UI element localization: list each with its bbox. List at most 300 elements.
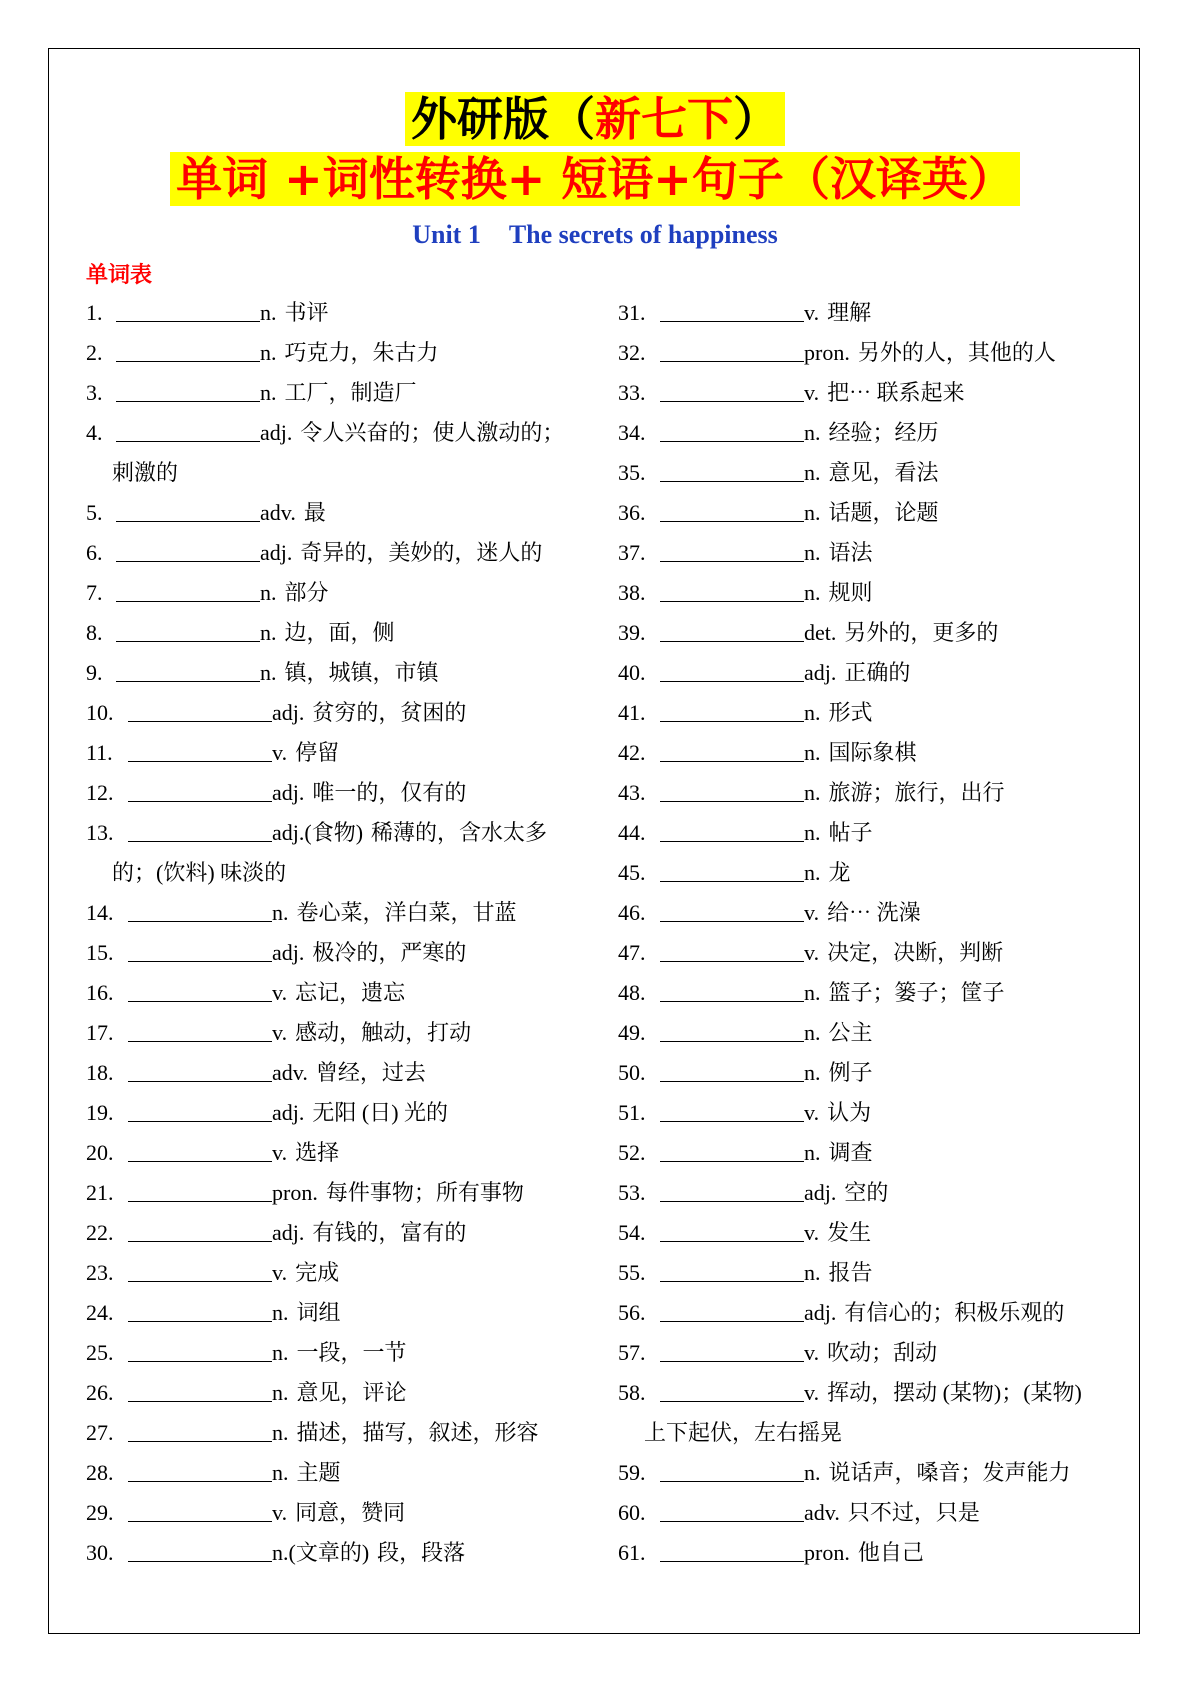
vocab-item [618, 1173, 1118, 1213]
meaning: 调查 [828, 1140, 873, 1165]
answer-blank[interactable] [660, 657, 804, 682]
vocab-item [86, 373, 606, 413]
unit-title: The secrets of happiness [508, 220, 778, 249]
item-number: 34. [618, 420, 646, 445]
vocab-item [86, 733, 606, 773]
vocab-item [618, 1373, 1118, 1413]
meaning: 令人兴奋的；使人激动的； [300, 420, 565, 445]
item-number: 17. [86, 1020, 114, 1045]
vocab-item [86, 1173, 606, 1213]
item-number: 9. [86, 660, 103, 685]
part-of-speech: n. [272, 1420, 289, 1445]
answer-blank[interactable] [116, 337, 260, 362]
item-number: 30. [86, 1540, 114, 1565]
item-number: 53. [618, 1180, 646, 1205]
item-number: 18. [86, 1060, 114, 1085]
meaning: 巧克力，朱古力 [284, 340, 439, 365]
part-of-speech: adj. [272, 1220, 305, 1245]
vocab-item [86, 893, 606, 933]
vocab-item [86, 1253, 606, 1293]
item-number: 40. [618, 660, 646, 685]
meaning: 认为 [827, 1100, 872, 1125]
item-number: 5. [86, 500, 103, 525]
part-of-speech: v. [804, 940, 820, 965]
meaning: 空的 [844, 1180, 889, 1205]
item-number: 4. [86, 420, 103, 445]
part-of-speech: v. [272, 740, 288, 765]
answer-blank[interactable] [660, 1097, 804, 1122]
item-number: 35. [618, 460, 646, 485]
part-of-speech: det. [804, 620, 837, 645]
part-of-speech: n. [804, 460, 821, 485]
part-of-speech: adj. [272, 780, 305, 805]
meaning: 部分 [284, 580, 329, 605]
answer-blank[interactable] [128, 1017, 272, 1042]
meaning: 段，段落 [377, 1540, 466, 1565]
answer-blank[interactable] [116, 297, 260, 322]
part-of-speech: adj. [260, 540, 293, 565]
vocab-item [86, 1373, 606, 1413]
vocab-item [86, 413, 606, 453]
meaning: 语法 [828, 540, 873, 565]
answer-blank[interactable] [660, 457, 804, 482]
answer-blank[interactable] [660, 297, 804, 322]
answer-blank[interactable] [116, 657, 260, 682]
item-number: 36. [618, 500, 646, 525]
meaning: 理解 [827, 300, 872, 325]
item-number: 22. [86, 1220, 114, 1245]
answer-blank[interactable] [128, 1417, 272, 1442]
vocab-item [618, 1013, 1118, 1053]
item-number: 31. [618, 300, 646, 325]
answer-blank[interactable] [660, 337, 804, 362]
meaning: 无阳 (日) 光的 [312, 1100, 449, 1125]
answer-blank[interactable] [128, 1337, 272, 1362]
meaning: 唯一的，仅有的 [312, 780, 467, 805]
meaning: 镇，城镇，市镇 [284, 660, 439, 685]
item-number: 59. [618, 1460, 646, 1485]
item-number: 25. [86, 1340, 114, 1365]
part-of-speech: n. [804, 1060, 821, 1085]
answer-blank[interactable] [128, 1177, 272, 1202]
main-title [0, 88, 1190, 150]
answer-blank[interactable] [660, 1297, 804, 1322]
answer-blank[interactable] [660, 1177, 804, 1202]
meaning: 决定，决断，判断 [827, 940, 1004, 965]
part-of-speech: n. [260, 660, 277, 685]
vocab-item [618, 1133, 1118, 1173]
answer-blank[interactable] [128, 1537, 272, 1562]
part-of-speech: n. [804, 1140, 821, 1165]
vocab-item [86, 573, 606, 613]
part-of-speech: adv. [804, 1500, 840, 1525]
meaning: 另外的，更多的 [844, 620, 999, 645]
item-number: 42. [618, 740, 646, 765]
answer-blank[interactable] [116, 497, 260, 522]
answer-blank[interactable] [128, 817, 272, 842]
meaning: 卷心菜，洋白菜，甘蓝 [296, 900, 517, 925]
meaning: 曾经，过去 [315, 1060, 426, 1085]
part-of-speech: n. [272, 900, 289, 925]
item-number: 49. [618, 1020, 646, 1045]
item-number: 12. [86, 780, 114, 805]
vocab-item [618, 1253, 1118, 1293]
vocab-item [618, 893, 1118, 933]
part-of-speech: n. [260, 300, 277, 325]
vocab-item [618, 773, 1118, 813]
right-word-column [618, 293, 1118, 1573]
item-number: 58. [618, 1380, 646, 1405]
vocab-item [618, 373, 1118, 413]
part-of-speech: n.(文章的) [272, 1540, 370, 1565]
vocab-item [618, 493, 1118, 533]
vocab-item [86, 293, 606, 333]
part-of-speech: n. [804, 500, 821, 525]
answer-blank[interactable] [128, 1217, 272, 1242]
item-number: 43. [618, 780, 646, 805]
answer-blank[interactable] [128, 737, 272, 762]
vocab-item [618, 1533, 1118, 1573]
subtitle [0, 148, 1190, 210]
meaning: 吹动；刮动 [827, 1340, 938, 1365]
vocab-item [86, 973, 606, 1013]
meaning: 公主 [828, 1020, 873, 1045]
part-of-speech: n. [804, 1020, 821, 1045]
item-number: 45. [618, 860, 646, 885]
vocab-item [86, 1093, 606, 1133]
vocab-item [86, 693, 606, 733]
vocab-item [86, 1013, 606, 1053]
part-of-speech: n. [804, 700, 821, 725]
answer-blank[interactable] [660, 697, 804, 722]
answer-blank[interactable] [660, 937, 804, 962]
part-of-speech: v. [804, 300, 820, 325]
vocab-item [618, 653, 1118, 693]
answer-blank[interactable] [660, 1057, 804, 1082]
answer-blank[interactable] [660, 577, 804, 602]
vocab-item [86, 933, 606, 973]
item-number: 37. [618, 540, 646, 565]
answer-blank[interactable] [128, 1457, 272, 1482]
vocab-item [618, 613, 1118, 653]
answer-blank[interactable] [660, 1257, 804, 1282]
vocab-item [618, 293, 1118, 333]
part-of-speech: adj. [804, 1180, 837, 1205]
item-number: 52. [618, 1140, 646, 1165]
meaning: 贫穷的，贫困的 [312, 700, 467, 725]
answer-blank[interactable] [116, 377, 260, 402]
vocab-item [86, 653, 606, 693]
item-number: 44. [618, 820, 646, 845]
part-of-speech: n. [260, 580, 277, 605]
item-number: 38. [618, 580, 646, 605]
meaning: 停留 [295, 740, 340, 765]
meaning: 经验；经历 [828, 420, 939, 445]
answer-blank[interactable] [660, 897, 804, 922]
vocab-item [86, 533, 606, 573]
meaning: 主题 [296, 1460, 341, 1485]
item-number: 51. [618, 1100, 646, 1125]
section-title: 单词表 [86, 263, 153, 288]
vocab-item [86, 1413, 606, 1453]
vocab-item [618, 1213, 1118, 1253]
meaning: 忘记，遗忘 [295, 980, 406, 1005]
answer-blank[interactable] [128, 697, 272, 722]
vocab-item [618, 453, 1118, 493]
part-of-speech: pron. [804, 1540, 850, 1565]
meaning: 另外的人，其他的人 [857, 340, 1056, 365]
part-of-speech: n. [804, 420, 821, 445]
answer-blank[interactable] [116, 617, 260, 642]
item-number: 26. [86, 1380, 114, 1405]
vocab-item [618, 853, 1118, 893]
vocab-item [618, 1333, 1118, 1373]
part-of-speech: v. [272, 980, 288, 1005]
vocab-item [618, 693, 1118, 733]
meaning: 一段，一节 [296, 1340, 407, 1365]
vocab-item [618, 1053, 1118, 1093]
meaning: 每件事物；所有事物 [325, 1180, 524, 1205]
part-of-speech: n. [260, 620, 277, 645]
answer-blank[interactable] [660, 537, 804, 562]
vocab-item [618, 1093, 1118, 1133]
vocab-item [618, 1493, 1118, 1533]
item-number: 47. [618, 940, 646, 965]
answer-blank[interactable] [128, 937, 272, 962]
meaning: 说话声，嗓音；发声能力 [828, 1460, 1071, 1485]
answer-blank[interactable] [660, 1497, 804, 1522]
unit-number: Unit 1 [412, 220, 481, 249]
meaning: 意见，看法 [828, 460, 939, 485]
item-number: 46. [618, 900, 646, 925]
vocab-item [618, 1293, 1118, 1333]
title-highlight: 新七下 [595, 92, 733, 146]
meaning-continued: 上下起伏，左右摇晃 [644, 1420, 843, 1445]
vocab-item [618, 973, 1118, 1013]
meaning: 话题，论题 [828, 500, 939, 525]
part-of-speech: adv. [260, 500, 296, 525]
vocab-item [86, 1453, 606, 1493]
part-of-speech: adj. [804, 1300, 837, 1325]
part-of-speech: adj. [272, 700, 305, 725]
vocab-item [86, 1533, 606, 1573]
meaning: 边，面，侧 [284, 620, 395, 645]
part-of-speech: n. [272, 1460, 289, 1485]
item-number: 7. [86, 580, 103, 605]
answer-blank[interactable] [128, 977, 272, 1002]
meaning: 把⋯ 联系起来 [827, 380, 965, 405]
meaning: 报告 [828, 1260, 873, 1285]
answer-blank[interactable] [660, 1537, 804, 1562]
answer-blank[interactable] [660, 857, 804, 882]
meaning-continued: 刺激的 [112, 460, 179, 485]
meaning: 规则 [828, 580, 873, 605]
meaning: 形式 [828, 700, 873, 725]
answer-blank[interactable] [660, 977, 804, 1002]
answer-blank[interactable] [128, 897, 272, 922]
meaning: 旅游；旅行，出行 [828, 780, 1005, 805]
left-word-column [86, 293, 606, 1573]
part-of-speech: adj. [804, 660, 837, 685]
answer-blank[interactable] [660, 1137, 804, 1162]
part-of-speech: n. [804, 780, 821, 805]
meaning: 挥动，摆动 (某物)；(某物) [827, 1380, 1082, 1405]
title-prefix: 外研版（ [411, 92, 595, 146]
meaning: 极冷的，严寒的 [312, 940, 467, 965]
item-number: 20. [86, 1140, 114, 1165]
item-number: 23. [86, 1260, 114, 1285]
item-number: 29. [86, 1500, 114, 1525]
meaning: 龙 [828, 860, 851, 885]
item-number: 33. [618, 380, 646, 405]
answer-blank[interactable] [660, 737, 804, 762]
part-of-speech: adv. [272, 1060, 308, 1085]
answer-blank[interactable] [660, 777, 804, 802]
item-number: 6. [86, 540, 103, 565]
answer-blank[interactable] [128, 777, 272, 802]
part-of-speech: n. [272, 1340, 289, 1365]
answer-blank[interactable] [116, 577, 260, 602]
vocab-item [86, 1213, 606, 1253]
item-number: 24. [86, 1300, 114, 1325]
vocab-item [618, 933, 1118, 973]
answer-blank[interactable] [660, 1017, 804, 1042]
meaning: 篮子；篓子；筐子 [828, 980, 1005, 1005]
part-of-speech: n. [272, 1380, 289, 1405]
vocab-item [86, 773, 606, 813]
answer-blank[interactable] [660, 1217, 804, 1242]
item-number: 13. [86, 820, 114, 845]
item-number: 19. [86, 1100, 114, 1125]
answer-blank[interactable] [128, 1057, 272, 1082]
meaning: 只不过，只是 [847, 1500, 980, 1525]
part-of-speech: v. [272, 1260, 288, 1285]
part-of-speech: n. [260, 380, 277, 405]
item-number: 41. [618, 700, 646, 725]
item-number: 14. [86, 900, 114, 925]
unit-heading [0, 220, 1190, 250]
meaning: 描述，描写，叙述，形容 [296, 1420, 539, 1445]
vocab-item [86, 813, 606, 853]
item-number: 50. [618, 1060, 646, 1085]
meaning: 国际象棋 [828, 740, 917, 765]
part-of-speech: n. [804, 1460, 821, 1485]
vocab-item [86, 1133, 606, 1173]
item-number: 15. [86, 940, 114, 965]
meaning: 意见，评论 [296, 1380, 407, 1405]
meaning: 同意，赞同 [295, 1500, 406, 1525]
meaning: 发生 [827, 1220, 872, 1245]
part-of-speech: pron. [272, 1180, 318, 1205]
part-of-speech: v. [804, 1340, 820, 1365]
item-number: 10. [86, 700, 114, 725]
item-number: 54. [618, 1220, 646, 1245]
item-number: 57. [618, 1340, 646, 1365]
part-of-speech: v. [272, 1020, 288, 1045]
item-number: 27. [86, 1420, 114, 1445]
meaning-continued: 的；(饮料) 味淡的 [112, 860, 287, 885]
answer-blank[interactable] [660, 617, 804, 642]
part-of-speech: adj. [272, 940, 305, 965]
part-of-speech: v. [804, 900, 820, 925]
title-suffix: ） [733, 92, 779, 146]
part-of-speech: n. [804, 1260, 821, 1285]
vocab-item [86, 613, 606, 653]
vocab-item [86, 1493, 606, 1533]
item-number: 60. [618, 1500, 646, 1525]
part-of-speech: v. [804, 1220, 820, 1245]
answer-blank[interactable] [660, 377, 804, 402]
meaning: 帖子 [828, 820, 873, 845]
part-of-speech: pron. [804, 340, 850, 365]
answer-blank[interactable] [128, 1497, 272, 1522]
part-of-speech: v. [272, 1140, 288, 1165]
part-of-speech: n. [804, 580, 821, 605]
meaning: 词组 [296, 1300, 341, 1325]
vocab-item [618, 413, 1118, 453]
item-number: 3. [86, 380, 103, 405]
part-of-speech: adj. [260, 420, 293, 445]
part-of-speech: n. [804, 820, 821, 845]
item-number: 21. [86, 1180, 114, 1205]
meaning: 稀薄的，含水太多 [371, 820, 548, 845]
vocab-item [86, 493, 606, 533]
part-of-speech: n. [272, 1300, 289, 1325]
answer-blank[interactable] [128, 1257, 272, 1282]
vocab-item [618, 1453, 1118, 1493]
part-of-speech: adj. [272, 1100, 305, 1125]
answer-blank[interactable] [128, 1097, 272, 1122]
meaning: 最 [303, 500, 326, 525]
subtitle-text: 单词 +词性转换+ 短语+句子（汉译英） [170, 152, 1020, 206]
meaning: 工厂，制造厂 [284, 380, 417, 405]
part-of-speech: v. [804, 1380, 820, 1405]
part-of-speech: n. [260, 340, 277, 365]
part-of-speech: n. [804, 740, 821, 765]
meaning: 有钱的，富有的 [312, 1220, 467, 1245]
answer-blank[interactable] [128, 1297, 272, 1322]
answer-blank[interactable] [660, 497, 804, 522]
item-number: 48. [618, 980, 646, 1005]
answer-blank[interactable] [116, 417, 260, 442]
answer-blank[interactable] [128, 1137, 272, 1162]
part-of-speech: v. [804, 380, 820, 405]
answer-blank[interactable] [660, 417, 804, 442]
item-number: 32. [618, 340, 646, 365]
item-number: 8. [86, 620, 103, 645]
meaning: 感动，触动，打动 [295, 1020, 472, 1045]
item-number: 16. [86, 980, 114, 1005]
vocab-item [86, 1333, 606, 1373]
answer-blank[interactable] [660, 817, 804, 842]
part-of-speech: v. [272, 1500, 288, 1525]
item-number: 56. [618, 1300, 646, 1325]
vocab-item [618, 813, 1118, 853]
meaning: 例子 [828, 1060, 873, 1085]
item-number: 28. [86, 1460, 114, 1485]
answer-blank[interactable] [116, 537, 260, 562]
answer-blank[interactable] [660, 1457, 804, 1482]
item-number: 39. [618, 620, 646, 645]
meaning: 正确的 [844, 660, 911, 685]
answer-blank[interactable] [660, 1337, 804, 1362]
answer-blank[interactable] [660, 1377, 804, 1402]
vocab-item [86, 1053, 606, 1093]
vocab-item [86, 1293, 606, 1333]
answer-blank[interactable] [128, 1377, 272, 1402]
item-number: 2. [86, 340, 103, 365]
meaning: 书评 [284, 300, 329, 325]
